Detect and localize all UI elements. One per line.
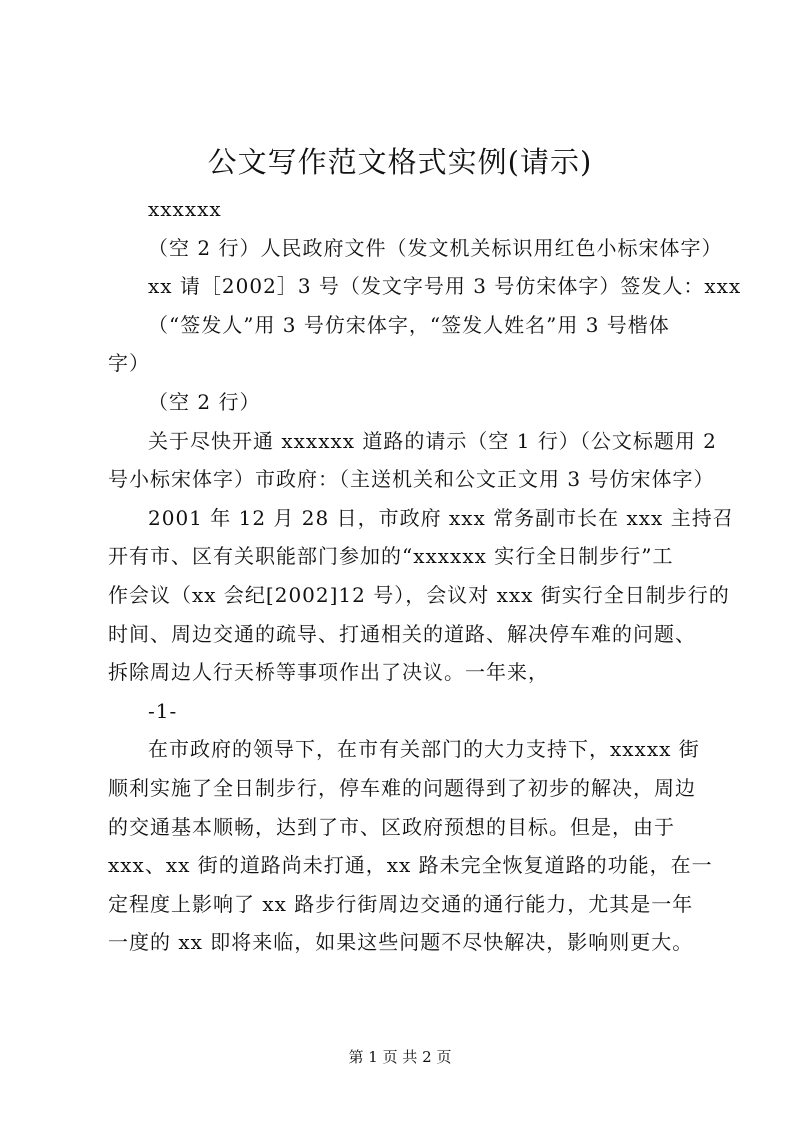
document-title: 公文写作范文格式实例(请示) bbox=[207, 145, 593, 179]
page-marker: -1- bbox=[148, 698, 178, 723]
text-line: 作会议（xx 会纪[2002]12 号），会议对 xxx 街实行全日制步行的 bbox=[108, 582, 730, 607]
text-line: 的交通基本顺畅，达到了市、区政府预想的目标。但是，由于 bbox=[108, 814, 675, 839]
text-line: 2001 年 12 月 28 日，市政府 xxx 常务副市长在 xxx 主持召 bbox=[148, 505, 734, 530]
text-line: （“签发人”用 3 号仿宋体字，“签发人姓名”用 3 号楷体 bbox=[148, 312, 670, 337]
text-line: 号小标宋体字）市政府：（主送机关和公文正文用 3 号仿宋体字） bbox=[108, 467, 715, 492]
document-body bbox=[108, 190, 742, 962]
text-line: 时间、周边交通的疏导、打通相关的道路、解决停车难的问题、 bbox=[108, 621, 696, 646]
text-line: 一度的 xx 即将来临，如果这些问题不尽快解决，影响则更大。 bbox=[108, 930, 694, 955]
text-line: 关于尽快开通 xxxxxx 道路的请示（空 1 行）（公文标题用 2 bbox=[148, 428, 717, 453]
text-line: （空 2 行） bbox=[148, 389, 261, 414]
text-line: 定程度上影响了 xx 路步行街周边交通的通行能力，尤其是一年 bbox=[108, 891, 694, 916]
text-line: 字） bbox=[108, 351, 150, 376]
text-line: 顺利实施了全日制步行，停车难的问题得到了初步的解决，周边 bbox=[108, 775, 696, 800]
text-line: xxx、xx 街的道路尚未打通，xx 路未完全恢复道路的功能，在一 bbox=[108, 853, 713, 878]
text-line: 在市政府的领导下，在市有关部门的大力支持下，xxxxx 街 bbox=[148, 737, 700, 762]
page-footer: 第 1 页 共 2 页 bbox=[348, 1048, 452, 1066]
text-line: xx 请［2002］3 号（发文字号用 3 号仿宋体字）签发人：xxx bbox=[148, 274, 742, 299]
text-line: 拆除周边人行天桥等事项作出了决议。一年来， bbox=[108, 660, 549, 685]
text-line: （空 2 行）人民政府文件（发文机关标识用红色小标宋体字） bbox=[148, 235, 723, 260]
text-line: 开有市、区有关职能部门参加的“xxxxxx 实行全日制步行”工 bbox=[108, 544, 674, 569]
text-line: xxxxxx bbox=[148, 197, 222, 221]
